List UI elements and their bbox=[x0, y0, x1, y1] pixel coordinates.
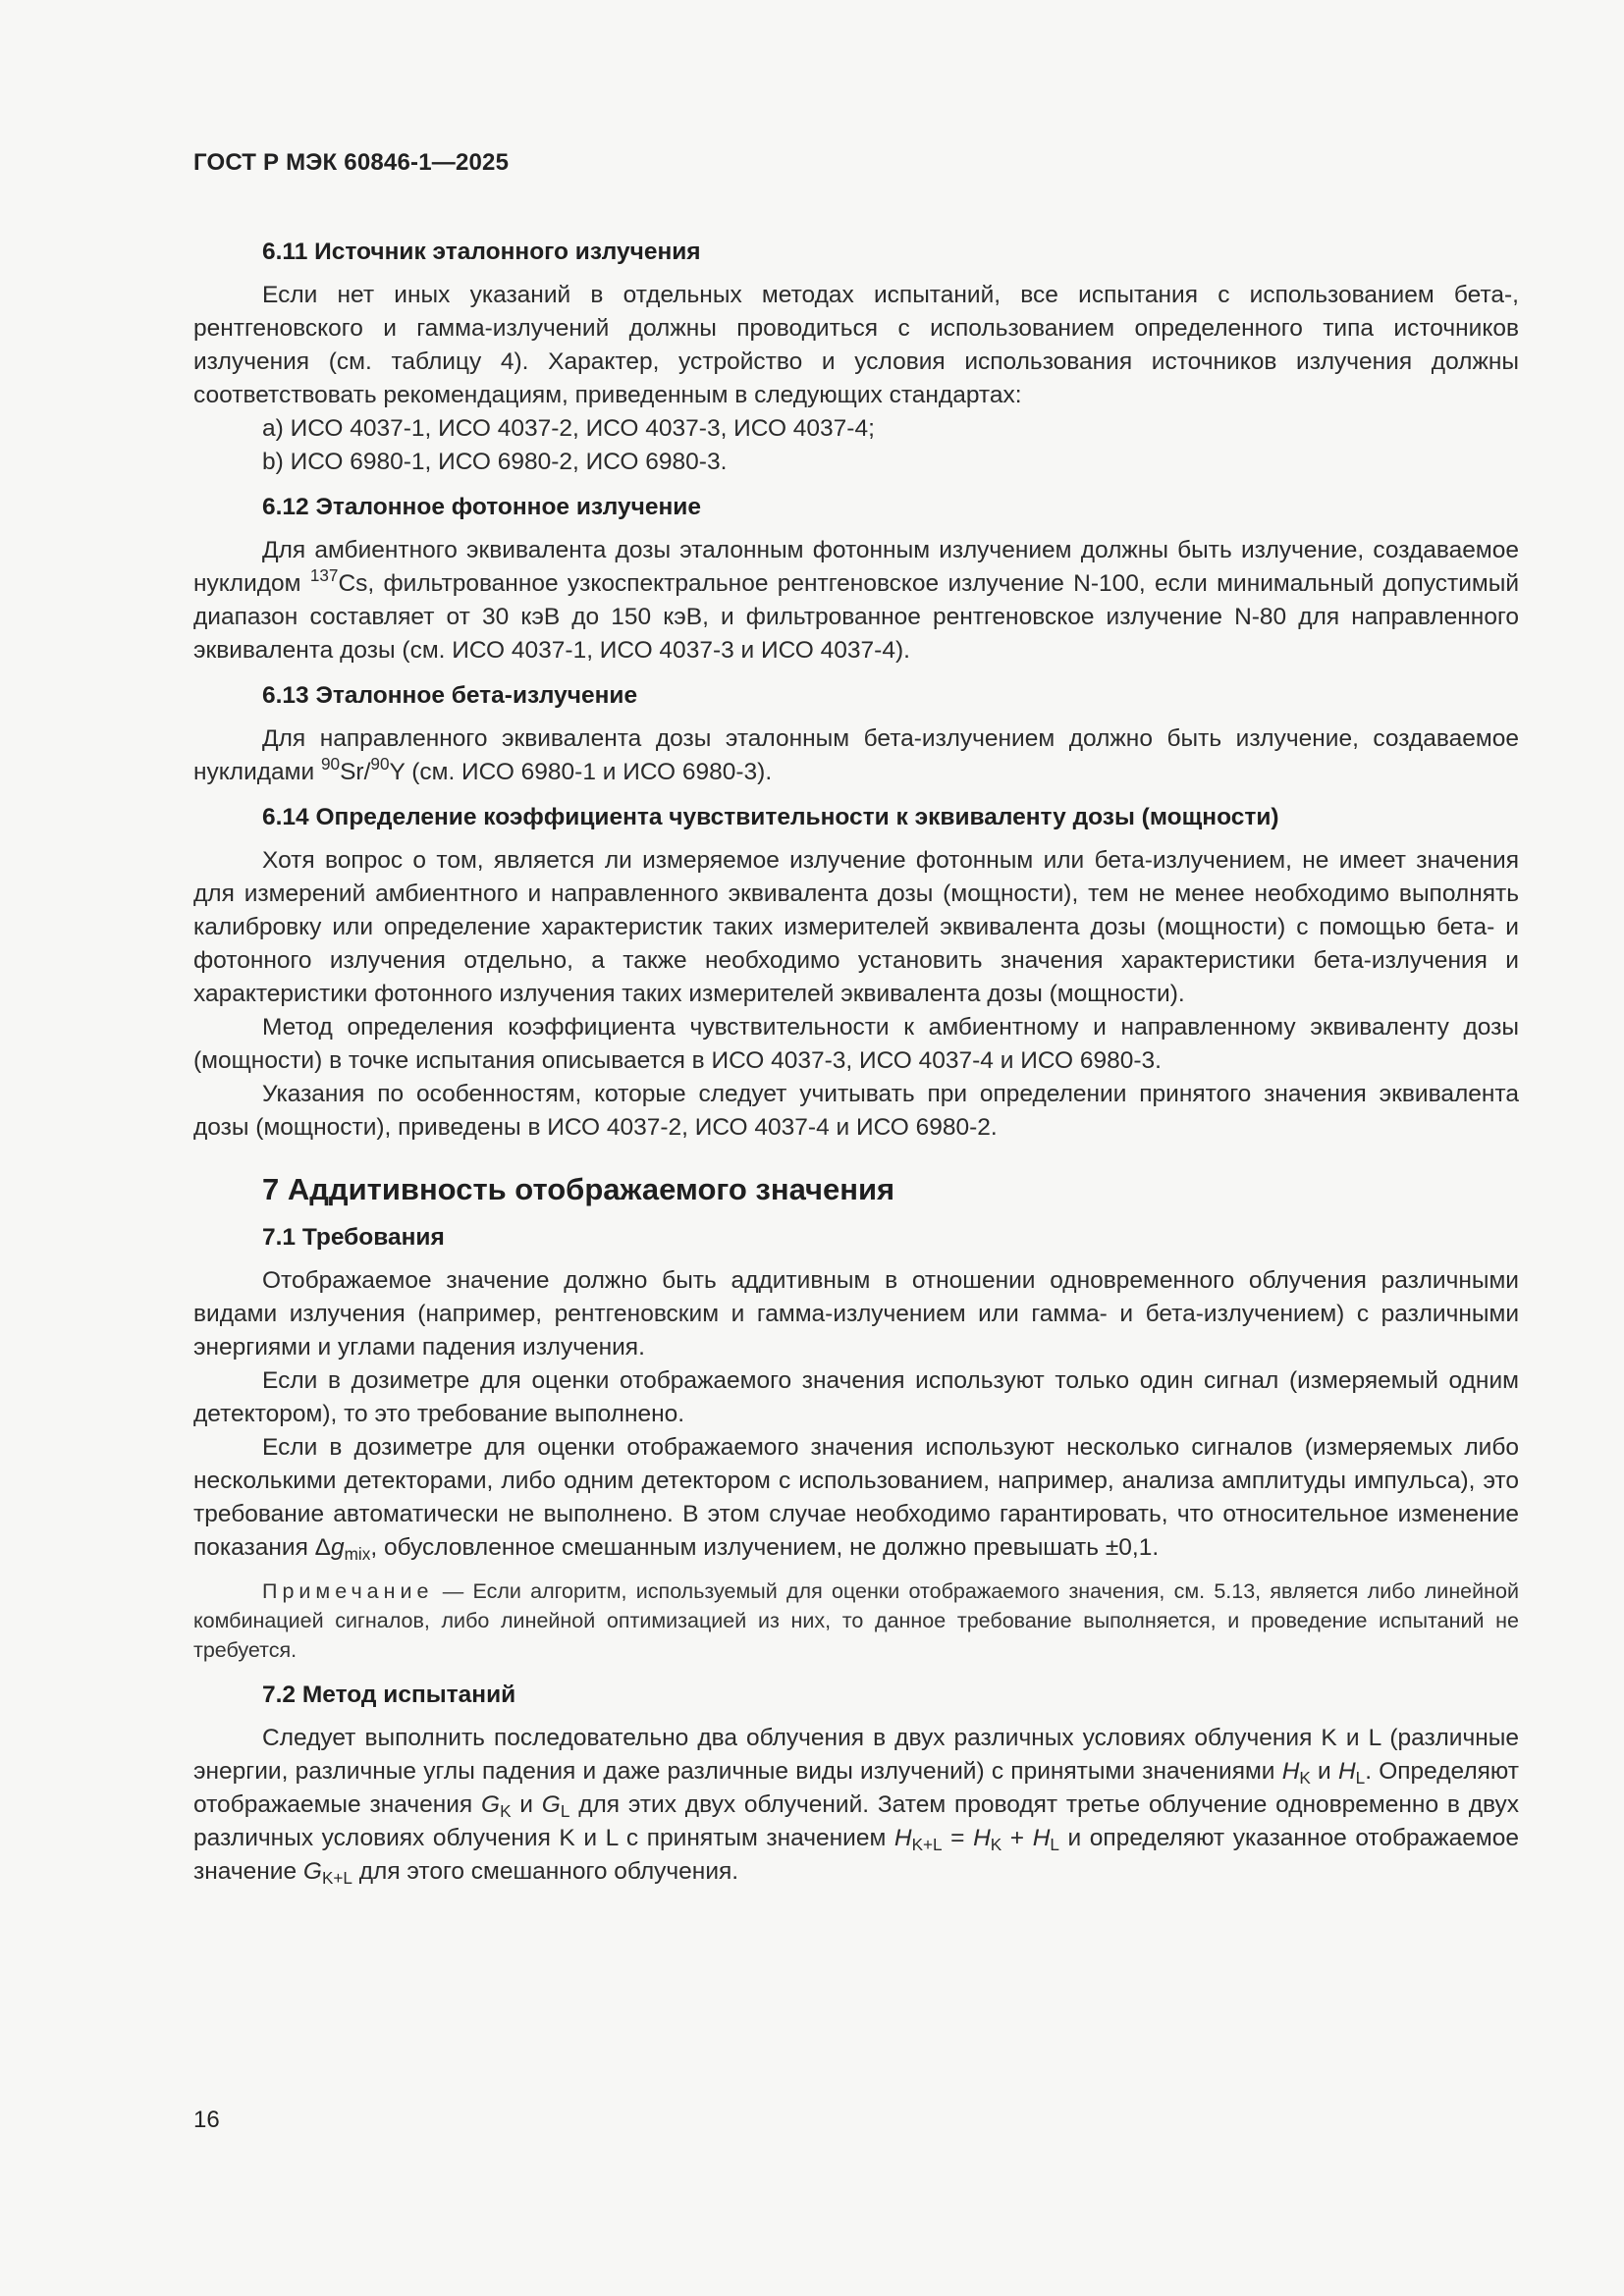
section-7-2-paragraph: Следует выполнить последовательно два облучения в двух различных условиях облучения K и L (различные энергии, различные углы падения и даже различные виды излучений) с принятыми значениями $H_K$ и $H_L$. Определяют отображаемые значения $G_K$ и $G_L$ для этих двух облучений. Затем проводят третье облучение одновременно в двух различных условиях облучения K и L с принятым значением $H_{K+L} = H_K + H_L$ и определяют указанное отображаемое значение $G_{K+L}$ для этого смешанного облучения. bbox=[193, 1725, 1520, 1888]
section-7-1-paragraph-1: Отображаемое значение должно быть аддитивным в отношении одновременного облучения различными видами излучения (например, рентгеновским и гамма-излучением или гамма- и бета-излучением) с различными энергиями и углами падения излучения. bbox=[193, 1267, 1519, 1361]
section-6-12-paragraph: Для амбиентного эквивалента дозы эталонным фотонным излучением должны быть излучение, создаваемое нуклидом $^{137}$Cs, фильтрованное узкоспектральное рентгеновское излучение N-100, если минимальный допустимый диапазон составляет от 30 кэВ до 150 кэВ, и фильтрованное рентгеновское излучение N-80 для направленного эквивалента дозы (см. ИСО 4037-1, ИСО 4037-3 и ИСО 4037-4). bbox=[193, 537, 1520, 664]
section-6-11-paragraph: Если нет иных указаний в отдельных методах испытаний, все испытания с использованием бета-, рентгеновского и гамма-излучений должны проводиться с использованием определенного типа источников излучения (см. таблицу 4). Характер, устройство и условия использования источников излучения должны соответствовать рекомендациям, приведенным в следующих стандартах: bbox=[193, 282, 1519, 408]
note-label: Примечание bbox=[262, 1579, 434, 1603]
note: Примечание — Если алгоритм, используемый для оценки отображаемого значения, см. 5.13, является либо линейной комбинацией сигналов, либо линейной оптимизацией из них, то данное требование выполняется, и проведение испытаний не требуется. bbox=[193, 1579, 1519, 1662]
isotope-mass-number: 90 bbox=[370, 754, 390, 774]
section-7-1-title: 7.1 Требования bbox=[262, 1224, 445, 1251]
isotope-mass-number: 90 bbox=[321, 754, 341, 774]
section-6-14-paragraph-3: Указания по особенностям, которые следует учитывать при определении принятого значения эквивалента дозы (мощности), приведены в ИСО 4037-2, ИСО 4037-4 и ИСО 6980-2. bbox=[193, 1081, 1519, 1141]
section-6-14-paragraph-1: Хотя вопрос о том, является ли измеряемое излучение фотонным или бета-излучением, не имеет значения для измерений амбиентного и направленного эквивалента дозы (мощности), тем не менее необходимо выполнять калибровку или определение характеристик таких измерителей эквивалента дозы (мощности) с помощью бета- и фотонного излучения отдельно, а также необходимо установить значения характеристики бета-излучения и характеристики фотонного излучения таких измерителей эквивалента дозы (мощности). bbox=[193, 847, 1519, 1007]
document-header: ГОСТ Р МЭК 60846-1—2025 bbox=[193, 149, 510, 176]
list-item-b: b) ИСО 6980-1, ИСО 6980-2, ИСО 6980-3. bbox=[262, 449, 728, 475]
page-number: 16 bbox=[193, 2107, 220, 2133]
document-body bbox=[193, 224, 1519, 1889]
section-6-14-paragraph-2: Метод определения коэффициента чувствительности к амбиентному и направленному эквиваленту дозы (мощности) в точке испытания описывается в ИСО 4037-3, ИСО 4037-4 и ИСО 6980-3. bbox=[193, 1014, 1519, 1074]
section-7-2-title: 7.2 Метод испытаний bbox=[262, 1682, 516, 1708]
list-item-a: a) ИСО 4037-1, ИСО 4037-2, ИСО 4037-3, ИСО 4037-4; bbox=[262, 415, 875, 442]
section-6-13-paragraph: Для направленного эквивалента дозы эталонным бета-излучением должно быть излучение, создаваемое нуклидами $^{90}$Sr/$^{90}$Y (см. ИСО 6980-1 и ИСО 6980-3). bbox=[193, 725, 1519, 785]
section-7-title: 7 Аддитивность отображаемого значения bbox=[262, 1172, 895, 1206]
section-6-13-title: 6.13 Эталонное бета-излучение bbox=[262, 682, 638, 709]
section-7-1-paragraph-3: Если в дозиметре для оценки отображаемого значения используют несколько сигналов (измеряемых либо несколькими детекторами, либо одним детектором с использованием, например, анализа амплитуды импульса), это требование автоматически не выполнено. В этом случае необходимо гарантировать, что относительное изменение показания $\Delta g_{mix}$, обусловленное смешанным излучением, не должно превышать ±0,1. bbox=[193, 1434, 1519, 1564]
section-7-1-paragraph-2: Если в дозиметре для оценки отображаемого значения используют только один сигнал (измеряемый одним детектором), то это требование выполнено. bbox=[193, 1367, 1519, 1427]
section-6-12-title: 6.12 Эталонное фотонное излучение bbox=[262, 494, 701, 520]
section-6-14-title: 6.14 Определение коэффициента чувствительности к эквиваленту дозы (мощности) bbox=[262, 804, 1279, 830]
section-6-11-title: 6.11 Источник эталонного излучения bbox=[262, 239, 701, 265]
isotope-mass-number: 137 bbox=[309, 565, 339, 585]
